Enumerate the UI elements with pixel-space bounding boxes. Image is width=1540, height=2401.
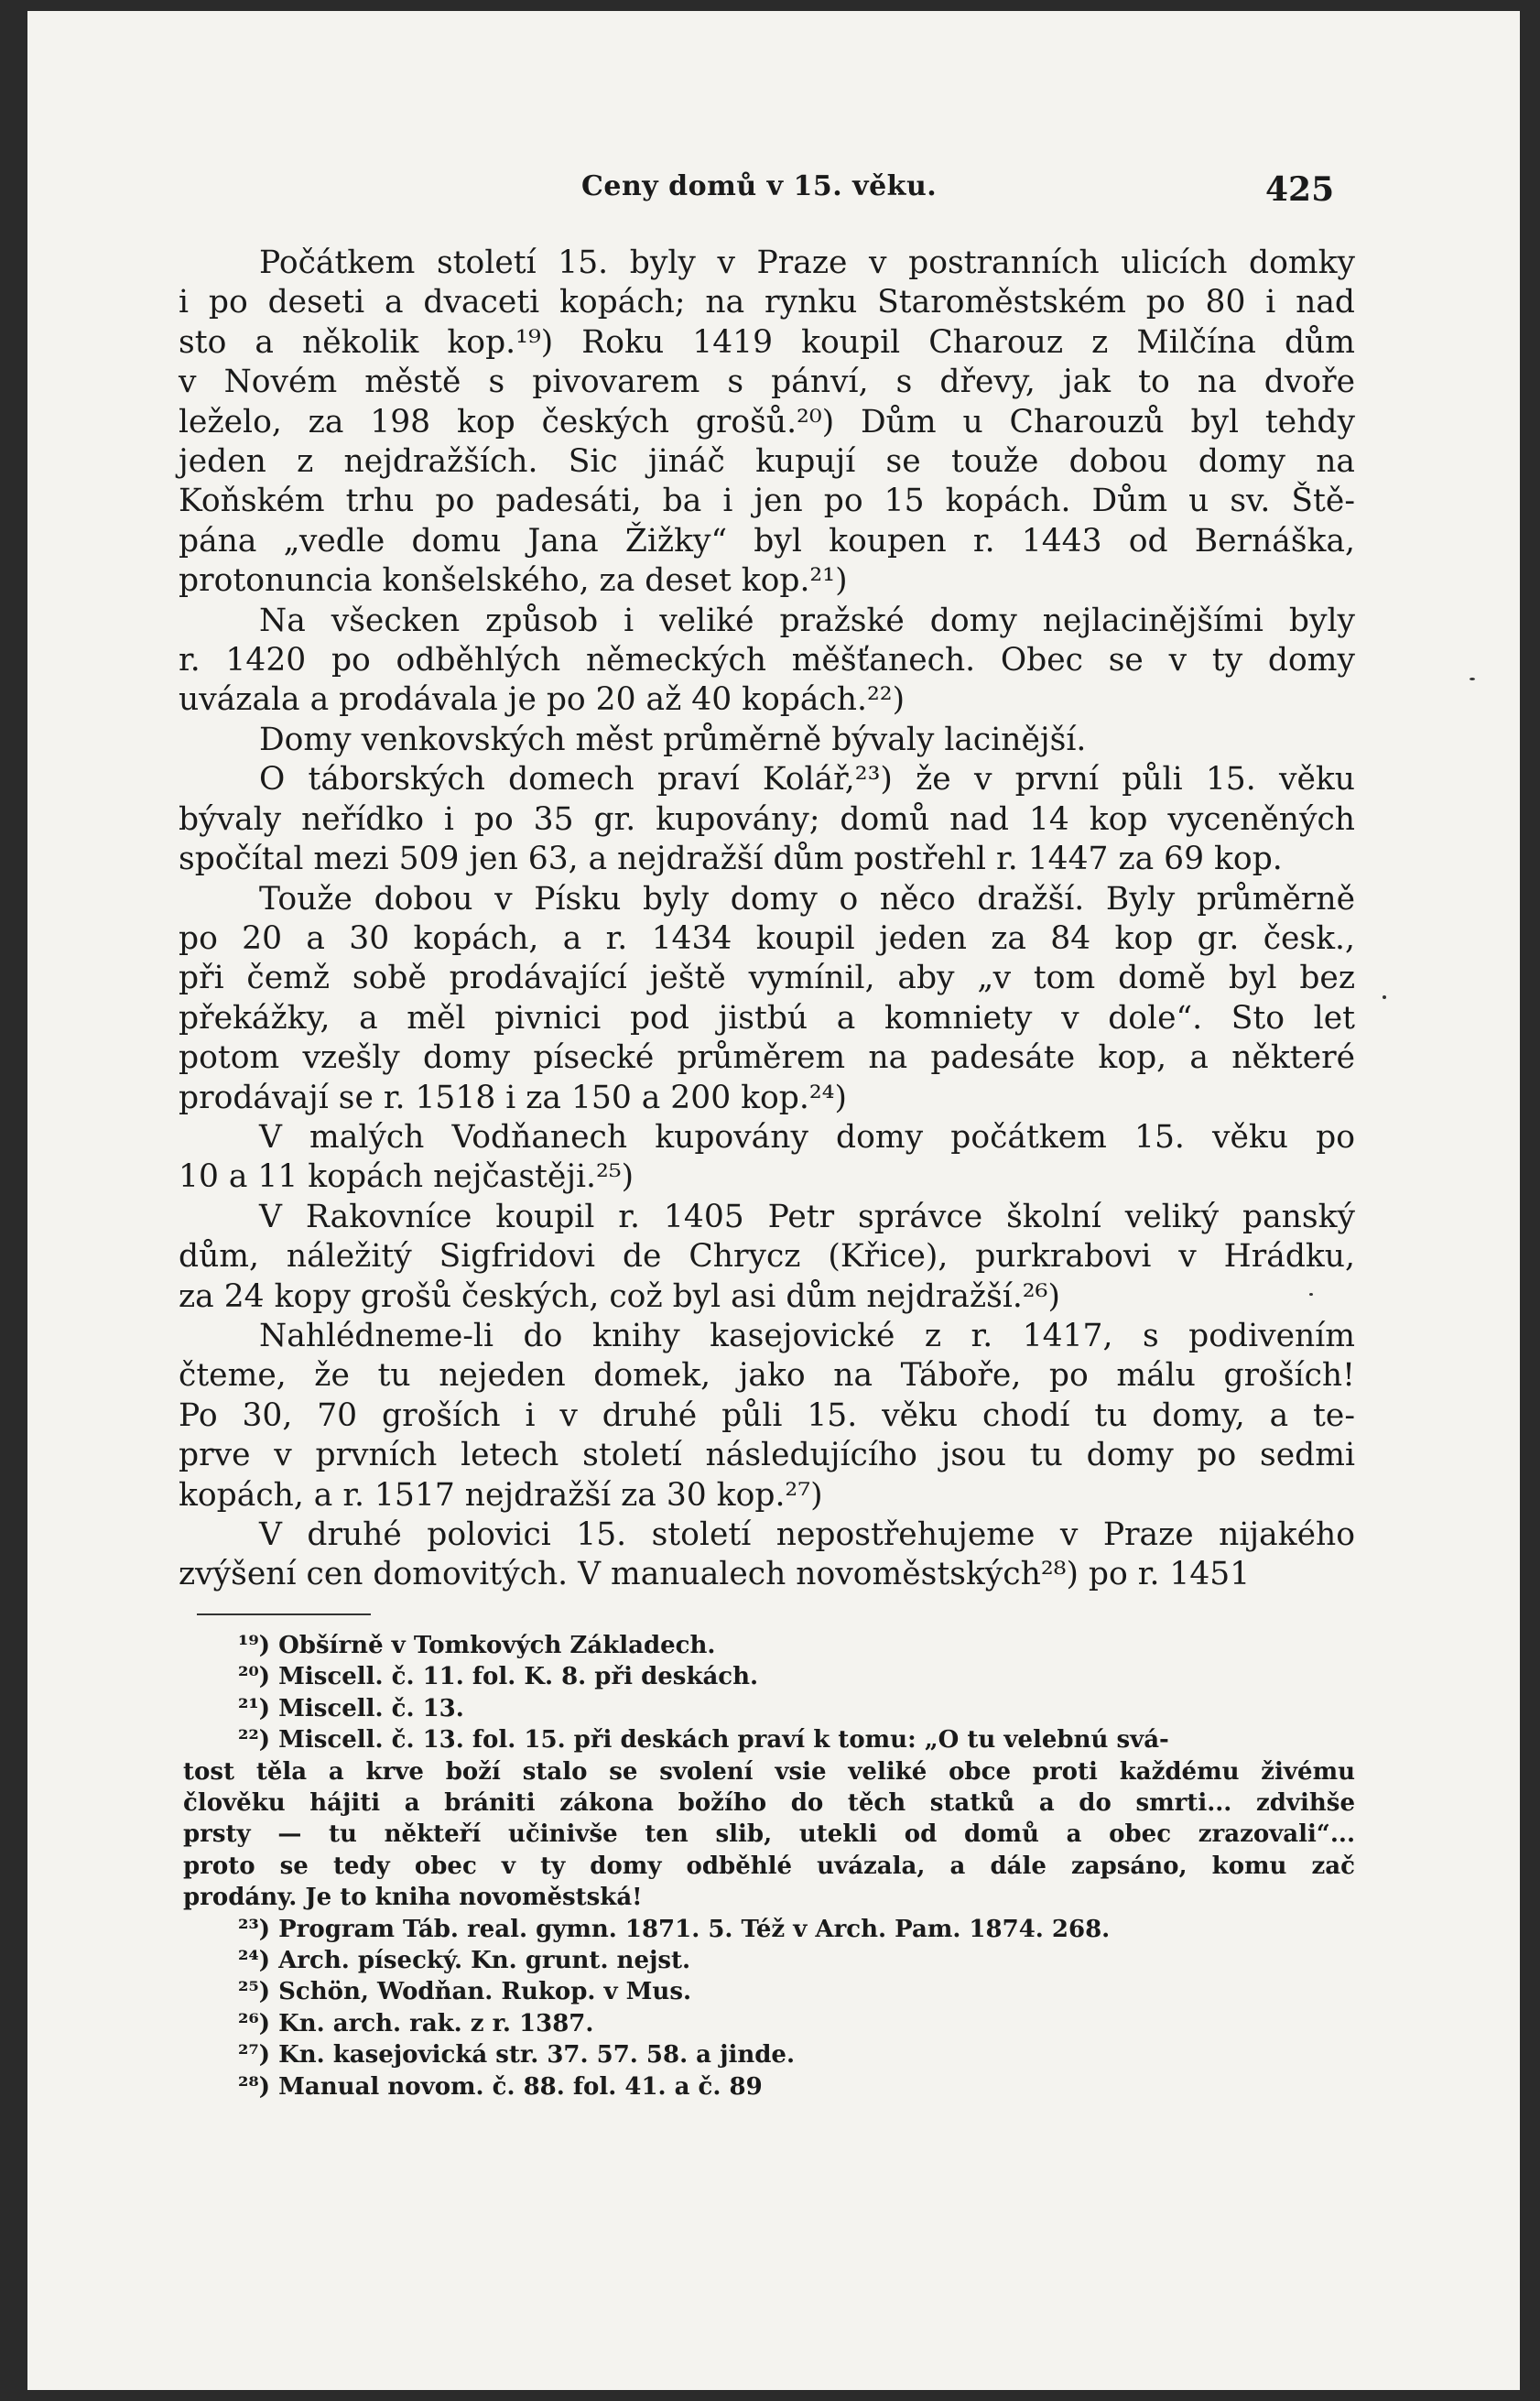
footnote-line: ²⁵) Schön, Wodňan. Rukop. v Mus. [238, 1978, 692, 2006]
footnote-line: ²²) Miscell. č. 13. fol. 15. při deskách praví k tomu: „O tu velebnú svá- [238, 1726, 1169, 1755]
text-line: Koňském trhu po padesáti, ba i jen po 15 kopách. Dům u sv. Ště- [179, 483, 1355, 520]
text-line: Počátkem století 15. byly v Praze v postranních ulicích domky [259, 244, 1355, 281]
text-line: prve v prvních letech století následujícího jsou tu domy po sedmi [179, 1437, 1355, 1474]
text-line: O táborských domech praví Kolář,²³) že v první půli 15. věku [259, 761, 1355, 799]
book-page [27, 11, 1520, 2390]
text-line: spočítal mezi 509 jen 63, a nejdražší dům postřehl r. 1447 za 69 kop. [179, 841, 1283, 878]
footnote-line: ²³) Program Táb. real. gymn. 1871. 5. Též v Arch. Pam. 1874. 268. [238, 1915, 1111, 1943]
text-line: za 24 kopy grošů českých, což byl asi dům nejdražší.²⁶) [179, 1277, 1060, 1315]
text-line: Touže dobou v Písku byly domy o něco dražší. Byly průměrně [259, 880, 1355, 918]
text-line: V malých Vodňanech kupovány domy počátkem 15. věku po [259, 1118, 1355, 1156]
text-line: v Novém městě s pivovarem s pánví, s dřevy, jak to na dvoře [179, 364, 1355, 401]
text-line: překážky, a měl pivnici pod jistbú a komniety v dole“. Sto let [179, 999, 1355, 1037]
text-line: Na všecken způsob i veliké pražské domy nejlacinějšími byly [259, 602, 1355, 639]
text-line: Nahlédneme-li do knihy kasejovické z r. 1417, s podivením [259, 1317, 1355, 1354]
footnote-line: člověku hájiti a brániti zákona božího do těch statků a do smrti... zdvihše [183, 1789, 1355, 1818]
print-speck [1470, 678, 1475, 680]
text-line: V druhé polovici 15. století nepostřehujeme v Praze nijakého [259, 1516, 1355, 1553]
text-line: leželo, za 198 kop českých grošů.²⁰) Dům u Charouzů byl tehdy [179, 403, 1355, 440]
footnote-line: ²⁸) Manual novom. č. 88. fol. 41. a č. 89 [238, 2072, 763, 2101]
footnote-line: ²⁰) Miscell. č. 11. fol. K. 8. při deskách. [238, 1663, 759, 1691]
text-line: čteme, že tu nejeden domek, jako na Táboře, po málu groších! [179, 1357, 1355, 1395]
footnote-line: ²⁷) Kn. kasejovická str. 37. 57. 58. a jinde. [238, 2041, 796, 2070]
footnote-line: ²¹) Miscell. č. 13. [238, 1694, 464, 1722]
footnote-line: ¹⁹) Obšírně v Tomkových Základech. [238, 1632, 716, 1659]
footnote-line: prodány. Je to kniha novoměstská! [183, 1884, 643, 1912]
text-line: Po 30, 70 groších i v druhé půli 15. věku chodí tu domy, a te- [179, 1396, 1355, 1434]
print-speck [1309, 1293, 1313, 1296]
body-text [179, 244, 1355, 1595]
text-line: r. 1420 po odběhlých německých měšťanech. Obec se v ty domy [179, 642, 1355, 679]
text-line: jeden z nejdražších. Sic jináč kupují se touže dobou domy na [179, 443, 1355, 481]
text-line: bývaly neřídko i po 35 gr. kupovány; domů nad 14 kop vyceněných [179, 800, 1355, 838]
text-line: při čemž sobě prodávající ještě vymínil, aby „v tom domě byl bez [179, 960, 1355, 997]
text-line: prodávají se r. 1518 i za 150 a 200 kop.²⁴) [179, 1079, 847, 1116]
footnote-line: ²⁴) Arch. písecký. Kn. grunt. nejst. [238, 1947, 691, 1975]
text-line: Domy venkovských měst průměrně bývaly lacinější. [259, 721, 1087, 758]
text-line: V Rakovníce koupil r. 1405 Petr správce školní veliký panský [259, 1198, 1355, 1235]
page-header [27, 163, 1520, 218]
text-line: protonuncia konšelského, za deset kop.²¹) [179, 562, 848, 600]
text-line: potom vzešly domy písecké průměrem na padesáte kop, a některé [179, 1039, 1355, 1077]
text-line: sto a několik kop.¹⁹) Roku 1419 koupil Charouz z Milčína dům [179, 323, 1355, 361]
text-line: kopách, a r. 1517 nejdražší za 30 kop.²⁷) [179, 1476, 823, 1514]
footnote-line: ²⁶) Kn. arch. rak. z r. 1387. [238, 2009, 594, 2037]
text-line: 10 a 11 kopách nejčastěji.²⁵) [179, 1158, 634, 1196]
running-title: Ceny domů v 15. věku. [581, 170, 938, 202]
page-number: 425 [1265, 170, 1335, 209]
text-line: po 20 a 30 kopách, a r. 1434 koupil jeden za 84 kop gr. česk., [179, 919, 1355, 957]
footnotes [183, 1630, 1355, 2102]
text-line: zvýšení cen domovitých. V manualech novoměstských²⁸) po r. 1451 [179, 1556, 1251, 1593]
text-line: pána „vedle domu Jana Žižky“ byl koupen r. 1443 od Bernáška, [179, 522, 1355, 560]
footnote-line: prsty — tu někteří učinivše ten slib, utekli od domů a obec zrazovali“... [183, 1820, 1355, 1849]
footnote-divider [197, 1613, 371, 1615]
text-line: uvázala a prodávala je po 20 až 40 kopách.²²) [179, 681, 906, 719]
print-speck [1383, 995, 1386, 999]
text-line: i po deseti a dvaceti kopách; na rynku Staroměstském po 80 i nad [179, 284, 1355, 321]
footnote-line: tost těla a krve boží stalo se svolení vsie veliké obce proti každému živému [183, 1757, 1355, 1786]
footnote-line: proto se tedy obec v ty domy odběhlé uvázala, a dále zapsáno, komu zač [183, 1852, 1355, 1880]
text-line: dům, náležitý Sigfridovi de Chrycz (Křice), purkrabovi v Hrádku, [179, 1238, 1355, 1276]
